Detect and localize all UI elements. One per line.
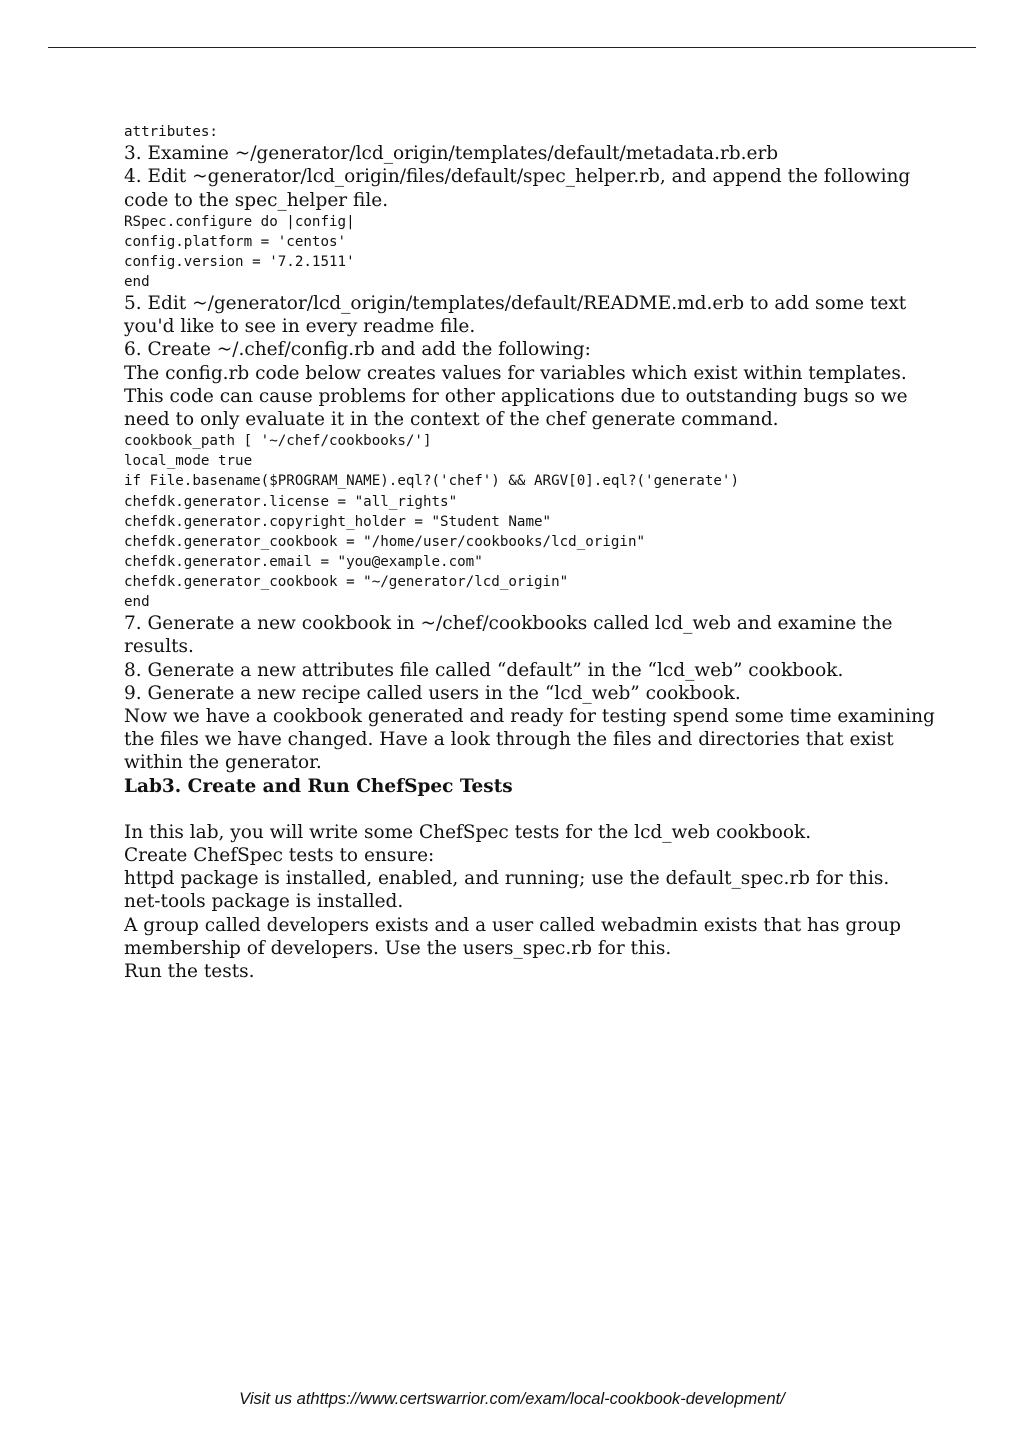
code-line: end (124, 594, 150, 611)
code-line: if File.basename($PROGRAM_NAME).eql?('chef') && ARGV[0].eql?('generate') (124, 473, 739, 490)
section-heading: Lab3. Create and Run ChefSpec Tests (124, 775, 513, 797)
code-line: chefdk.generator.license = "all_rights" (124, 493, 458, 510)
step-8-text: 8. Generate a new attributes file called “default” in the “lcd_web” cookbook. (124, 659, 844, 681)
requirement-item: httpd package is installed, enabled, and running; use the default_spec.rb for this. (124, 868, 890, 890)
step-9-text: 9. Generate a new recipe called users in the “lcd_web” cookbook. (124, 682, 741, 704)
code-line: chefdk.generator_cookbook = "~/generator/lcd_origin" (124, 573, 569, 590)
code-line: end (124, 273, 150, 290)
code-line: config.version = '7.2.1511' (124, 253, 355, 270)
code-line: attributes: (124, 124, 218, 140)
spacer (124, 798, 944, 821)
header-divider (48, 47, 976, 48)
code-line: chefdk.generator_cookbook = "/home/user/cookbooks/lcd_origin" (124, 533, 646, 550)
footer-link-text: Visit us athttps://www.certswarrior.com/exam/local-cookbook-development/ (239, 1390, 785, 1408)
step-5-text: 5. Edit ~/generator/lcd_origin/templates/default/README.md.erb to add some text you'd like to see in every readme file. (124, 293, 907, 338)
code-line: local_mode true (124, 453, 253, 470)
step-3-text: 3. Examine ~/generator/lcd_origin/templates/default/metadata.rb.erb (124, 143, 779, 165)
final-instruction: Run the tests. (124, 960, 255, 982)
requirement-item: A group called developers exists and a user called webadmin exists that has group membership of developers. Use the users_spec.rb for this. (124, 914, 901, 959)
requirement-item: net-tools package is installed. (124, 891, 404, 913)
step-6-text: 6. Create ~/.chef/config.rb and add the following: (124, 339, 591, 361)
code-line: chefdk.generator.email = "you@example.com" (124, 553, 483, 570)
lab-intro: In this lab, you will write some ChefSpec tests for the lcd_web cookbook. (124, 821, 812, 843)
code-line: chefdk.generator.copyright_holder = "Student Name" (124, 513, 552, 530)
lab-instruction: Create ChefSpec tests to ensure: (124, 844, 435, 866)
code-line: config.platform = 'centos' (124, 233, 347, 250)
summary-paragraph: Now we have a cookbook generated and ready for testing spend some time examining the files we have changed. Have a look through the files and directories that exist within the generator. (124, 705, 935, 774)
document-body (124, 122, 944, 983)
step-4-text: 4. Edit ~generator/lcd_origin/files/default/spec_helper.rb, and append the following code to the spec_helper file. (124, 166, 911, 211)
config-explanation: The config.rb code below creates values for variables which exist within templates. This code can cause problems for other applications due to outstanding bugs so we need to only evaluate it in the context of the chef generate command. (124, 362, 908, 431)
step-7-text: 7. Generate a new cookbook in ~/chef/cookbooks called lcd_web and examine the results. (124, 613, 893, 658)
code-line: RSpec.configure do |config| (124, 213, 355, 230)
code-line: cookbook_path [ '~/chef/cookbooks/'] (124, 433, 432, 450)
